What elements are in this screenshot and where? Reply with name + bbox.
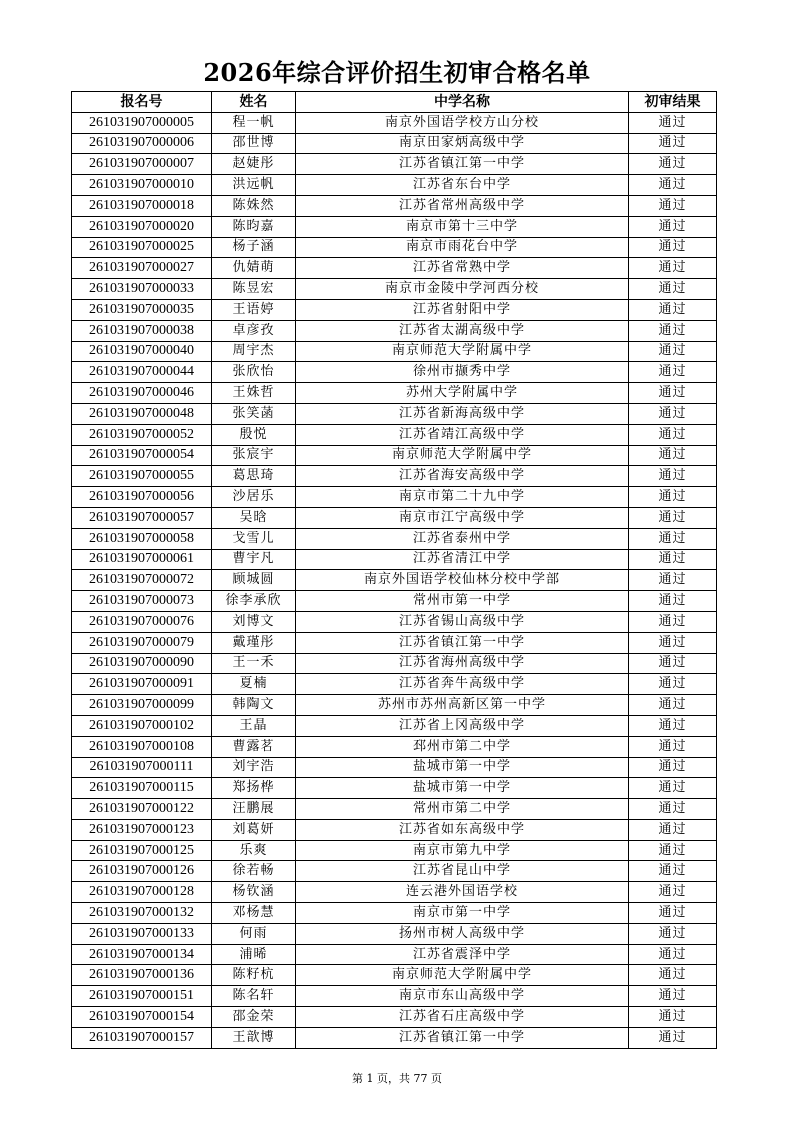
page-footer: 第 1 页，共 77 页	[352, 1072, 442, 1085]
cell-school: 江苏省震泽中学	[296, 944, 629, 965]
table-row	[72, 570, 717, 591]
cell-result: 通过	[629, 507, 717, 528]
cell-school: 江苏省常州高级中学	[296, 195, 629, 216]
table-row	[72, 466, 717, 487]
cell-id: 261031907000123	[72, 819, 212, 840]
cell-result: 通过	[629, 445, 717, 466]
table-row	[72, 237, 717, 258]
table-row	[72, 653, 717, 674]
cell-id: 261031907000115	[72, 778, 212, 799]
cell-school: 南京市金陵中学河西分校	[296, 279, 629, 300]
cell-result: 通过	[629, 736, 717, 757]
cell-school: 江苏省泰州中学	[296, 528, 629, 549]
cell-name: 程一帆	[212, 112, 296, 133]
cell-name: 曹露茗	[212, 736, 296, 757]
cell-result: 通过	[629, 341, 717, 362]
cell-school: 南京田家炳高级中学	[296, 133, 629, 154]
cell-id: 261031907000020	[72, 216, 212, 237]
table-row	[72, 840, 717, 861]
cell-school: 江苏省海州高级中学	[296, 653, 629, 674]
cell-name: 陈名轩	[212, 986, 296, 1007]
cell-result: 通过	[629, 632, 717, 653]
cell-school: 江苏省奔牛高级中学	[296, 674, 629, 695]
cell-id: 261031907000040	[72, 341, 212, 362]
table-row	[72, 903, 717, 924]
cell-id: 261031907000027	[72, 258, 212, 279]
cell-id: 261031907000126	[72, 861, 212, 882]
table-row	[72, 861, 717, 882]
roster-table	[71, 91, 717, 1049]
cell-name: 曹宇凡	[212, 549, 296, 570]
cell-id: 261031907000151	[72, 986, 212, 1007]
cell-result: 通过	[629, 674, 717, 695]
cell-school: 江苏省新海高级中学	[296, 403, 629, 424]
cell-name: 王姝哲	[212, 383, 296, 404]
cell-name: 张宸宇	[212, 445, 296, 466]
cell-name: 葛思琦	[212, 466, 296, 487]
cell-name: 刘葛妍	[212, 819, 296, 840]
cell-id: 261031907000099	[72, 695, 212, 716]
cell-result: 通过	[629, 154, 717, 175]
cell-result: 通过	[629, 1027, 717, 1048]
cell-school: 苏州市苏州高新区第一中学	[296, 695, 629, 716]
table-row	[72, 154, 717, 175]
cell-result: 通过	[629, 611, 717, 632]
cell-id: 261031907000025	[72, 237, 212, 258]
cell-result: 通过	[629, 903, 717, 924]
cell-school: 苏州大学附属中学	[296, 383, 629, 404]
table-row	[72, 507, 717, 528]
cell-id: 261031907000005	[72, 112, 212, 133]
cell-result: 通过	[629, 1007, 717, 1028]
cell-school: 南京市东山高级中学	[296, 986, 629, 1007]
cell-school: 江苏省太湖高级中学	[296, 320, 629, 341]
cell-name: 张笑菡	[212, 403, 296, 424]
table-row	[72, 133, 717, 154]
cell-id: 261031907000108	[72, 736, 212, 757]
cell-id: 261031907000044	[72, 362, 212, 383]
cell-result: 通过	[629, 799, 717, 820]
cell-result: 通过	[629, 695, 717, 716]
cell-result: 通过	[629, 237, 717, 258]
cell-name: 陈昀嘉	[212, 216, 296, 237]
cell-result: 通过	[629, 258, 717, 279]
cell-name: 沙居乐	[212, 487, 296, 508]
cell-id: 261031907000006	[72, 133, 212, 154]
cell-name: 戈雪儿	[212, 528, 296, 549]
cell-school: 江苏省东台中学	[296, 175, 629, 196]
cell-result: 通过	[629, 715, 717, 736]
cell-id: 261031907000133	[72, 923, 212, 944]
cell-id: 261031907000055	[72, 466, 212, 487]
cell-school: 江苏省常熟中学	[296, 258, 629, 279]
cell-result: 通过	[629, 757, 717, 778]
table-row	[72, 487, 717, 508]
cell-result: 通过	[629, 882, 717, 903]
cell-school: 南京市雨花台中学	[296, 237, 629, 258]
cell-id: 261031907000061	[72, 549, 212, 570]
cell-result: 通过	[629, 133, 717, 154]
cell-school: 江苏省上冈高级中学	[296, 715, 629, 736]
table-row	[72, 611, 717, 632]
cell-result: 通过	[629, 195, 717, 216]
cell-school: 南京市第九中学	[296, 840, 629, 861]
cell-result: 通过	[629, 591, 717, 612]
table-row	[72, 279, 717, 300]
cell-school: 扬州市树人高级中学	[296, 923, 629, 944]
cell-name: 郑扬桦	[212, 778, 296, 799]
cell-school: 南京市第一中学	[296, 903, 629, 924]
cell-name: 徐李承欣	[212, 591, 296, 612]
table-row	[72, 403, 717, 424]
cell-school: 江苏省如东高级中学	[296, 819, 629, 840]
table-row	[72, 799, 717, 820]
table-row	[72, 549, 717, 570]
cell-id: 261031907000010	[72, 175, 212, 196]
cell-name: 邓杨慧	[212, 903, 296, 924]
cell-name: 何雨	[212, 923, 296, 944]
cell-school: 徐州市撷秀中学	[296, 362, 629, 383]
header-name: 姓名	[212, 92, 296, 113]
table-row	[72, 1007, 717, 1028]
table-row	[72, 341, 717, 362]
cell-school: 江苏省清江中学	[296, 549, 629, 570]
cell-name: 邵世博	[212, 133, 296, 154]
cell-id: 261031907000054	[72, 445, 212, 466]
table-row	[72, 424, 717, 445]
cell-name: 戴瑾彤	[212, 632, 296, 653]
cell-result: 通过	[629, 819, 717, 840]
cell-name: 杨钦涵	[212, 882, 296, 903]
cell-id: 261031907000073	[72, 591, 212, 612]
cell-id: 261031907000038	[72, 320, 212, 341]
cell-result: 通过	[629, 299, 717, 320]
cell-result: 通过	[629, 279, 717, 300]
cell-name: 陈籽杭	[212, 965, 296, 986]
cell-name: 徐若畅	[212, 861, 296, 882]
cell-result: 通过	[629, 424, 717, 445]
cell-id: 261031907000046	[72, 383, 212, 404]
cell-name: 王歆博	[212, 1027, 296, 1048]
cell-school: 江苏省昆山中学	[296, 861, 629, 882]
cell-name: 赵婕彤	[212, 154, 296, 175]
cell-id: 261031907000091	[72, 674, 212, 695]
cell-id: 261031907000111	[72, 757, 212, 778]
cell-name: 卓彦孜	[212, 320, 296, 341]
cell-school: 江苏省镇江第一中学	[296, 154, 629, 175]
cell-result: 通过	[629, 923, 717, 944]
table-row	[72, 632, 717, 653]
cell-name: 邵金荣	[212, 1007, 296, 1028]
cell-name: 汪鹏展	[212, 799, 296, 820]
table-row	[72, 175, 717, 196]
cell-name: 殷悦	[212, 424, 296, 445]
table-row	[72, 944, 717, 965]
table-body	[72, 112, 717, 1048]
cell-result: 通过	[629, 986, 717, 1007]
cell-school: 江苏省射阳中学	[296, 299, 629, 320]
cell-result: 通过	[629, 861, 717, 882]
cell-school: 南京市第二十九中学	[296, 487, 629, 508]
table-row	[72, 195, 717, 216]
table-row	[72, 320, 717, 341]
cell-result: 通过	[629, 466, 717, 487]
cell-result: 通过	[629, 944, 717, 965]
cell-id: 261031907000052	[72, 424, 212, 445]
cell-result: 通过	[629, 362, 717, 383]
table-row	[72, 986, 717, 1007]
cell-school: 南京外国语学校仙林分校中学部	[296, 570, 629, 591]
cell-id: 261031907000035	[72, 299, 212, 320]
cell-id: 261031907000090	[72, 653, 212, 674]
cell-name: 洪远帆	[212, 175, 296, 196]
table-row	[72, 757, 717, 778]
cell-school: 江苏省石庄高级中学	[296, 1007, 629, 1028]
cell-id: 261031907000007	[72, 154, 212, 175]
cell-school: 邳州市第二中学	[296, 736, 629, 757]
cell-school: 连云港外国语学校	[296, 882, 629, 903]
cell-school: 南京市江宁高级中学	[296, 507, 629, 528]
cell-id: 261031907000125	[72, 840, 212, 861]
cell-id: 261031907000102	[72, 715, 212, 736]
cell-school: 江苏省靖江高级中学	[296, 424, 629, 445]
cell-result: 通过	[629, 653, 717, 674]
cell-id: 261031907000132	[72, 903, 212, 924]
cell-school: 南京师范大学附属中学	[296, 341, 629, 362]
cell-id: 261031907000072	[72, 570, 212, 591]
cell-name: 王晶	[212, 715, 296, 736]
cell-id: 261031907000154	[72, 1007, 212, 1028]
cell-school: 南京市第十三中学	[296, 216, 629, 237]
cell-school: 南京师范大学附属中学	[296, 445, 629, 466]
cell-result: 通过	[629, 175, 717, 196]
cell-id: 261031907000058	[72, 528, 212, 549]
cell-name: 顾城圆	[212, 570, 296, 591]
table-row	[72, 258, 717, 279]
cell-id: 261031907000018	[72, 195, 212, 216]
table-row	[72, 528, 717, 549]
cell-result: 通过	[629, 383, 717, 404]
cell-id: 261031907000076	[72, 611, 212, 632]
cell-id: 261031907000033	[72, 279, 212, 300]
table-row	[72, 1027, 717, 1048]
cell-result: 通过	[629, 112, 717, 133]
cell-name: 刘宇浩	[212, 757, 296, 778]
cell-id: 261031907000079	[72, 632, 212, 653]
table-row	[72, 591, 717, 612]
cell-id: 261031907000134	[72, 944, 212, 965]
cell-id: 261031907000136	[72, 965, 212, 986]
header-id: 报名号	[72, 92, 212, 113]
cell-school: 江苏省镇江第一中学	[296, 1027, 629, 1048]
table-row	[72, 923, 717, 944]
cell-school: 南京外国语学校方山分校	[296, 112, 629, 133]
header-school: 中学名称	[296, 92, 629, 113]
cell-name: 杨子涵	[212, 237, 296, 258]
table-row	[72, 674, 717, 695]
cell-school: 常州市第一中学	[296, 591, 629, 612]
cell-result: 通过	[629, 487, 717, 508]
table-row	[72, 445, 717, 466]
table-row	[72, 299, 717, 320]
cell-result: 通过	[629, 549, 717, 570]
cell-result: 通过	[629, 403, 717, 424]
cell-school: 江苏省锡山高级中学	[296, 611, 629, 632]
table-row	[72, 715, 717, 736]
cell-id: 261031907000057	[72, 507, 212, 528]
cell-result: 通过	[629, 778, 717, 799]
table-row	[72, 965, 717, 986]
cell-result: 通过	[629, 528, 717, 549]
cell-result: 通过	[629, 320, 717, 341]
cell-school: 盐城市第一中学	[296, 757, 629, 778]
cell-school: 江苏省镇江第一中学	[296, 632, 629, 653]
cell-id: 261031907000128	[72, 882, 212, 903]
cell-name: 王语婷	[212, 299, 296, 320]
cell-name: 韩陶文	[212, 695, 296, 716]
cell-name: 浦晞	[212, 944, 296, 965]
cell-name: 张欣怡	[212, 362, 296, 383]
cell-result: 通过	[629, 216, 717, 237]
table-row	[72, 695, 717, 716]
cell-id: 261031907000122	[72, 799, 212, 820]
cell-school: 南京师范大学附属中学	[296, 965, 629, 986]
table-row	[72, 112, 717, 133]
cell-school: 常州市第二中学	[296, 799, 629, 820]
cell-name: 陈姝然	[212, 195, 296, 216]
table-row	[72, 216, 717, 237]
header-result: 初审结果	[629, 92, 717, 113]
table-row	[72, 819, 717, 840]
cell-name: 夏楠	[212, 674, 296, 695]
cell-school: 江苏省海安高级中学	[296, 466, 629, 487]
cell-name: 陈昱宏	[212, 279, 296, 300]
cell-id: 261031907000056	[72, 487, 212, 508]
table-row	[72, 736, 717, 757]
cell-name: 刘博文	[212, 611, 296, 632]
cell-name: 仇婧萌	[212, 258, 296, 279]
cell-name: 周宇杰	[212, 341, 296, 362]
cell-name: 吴晗	[212, 507, 296, 528]
cell-id: 261031907000157	[72, 1027, 212, 1048]
cell-result: 通过	[629, 840, 717, 861]
page-title: 2026年综合评价招生初审合格名单	[203, 58, 591, 87]
table-header-row	[72, 92, 717, 113]
table-row	[72, 882, 717, 903]
cell-name: 王一禾	[212, 653, 296, 674]
cell-id: 261031907000048	[72, 403, 212, 424]
table-row	[72, 778, 717, 799]
cell-result: 通过	[629, 965, 717, 986]
cell-result: 通过	[629, 570, 717, 591]
table-row	[72, 362, 717, 383]
table-row	[72, 383, 717, 404]
cell-name: 乐爽	[212, 840, 296, 861]
cell-school: 盐城市第一中学	[296, 778, 629, 799]
